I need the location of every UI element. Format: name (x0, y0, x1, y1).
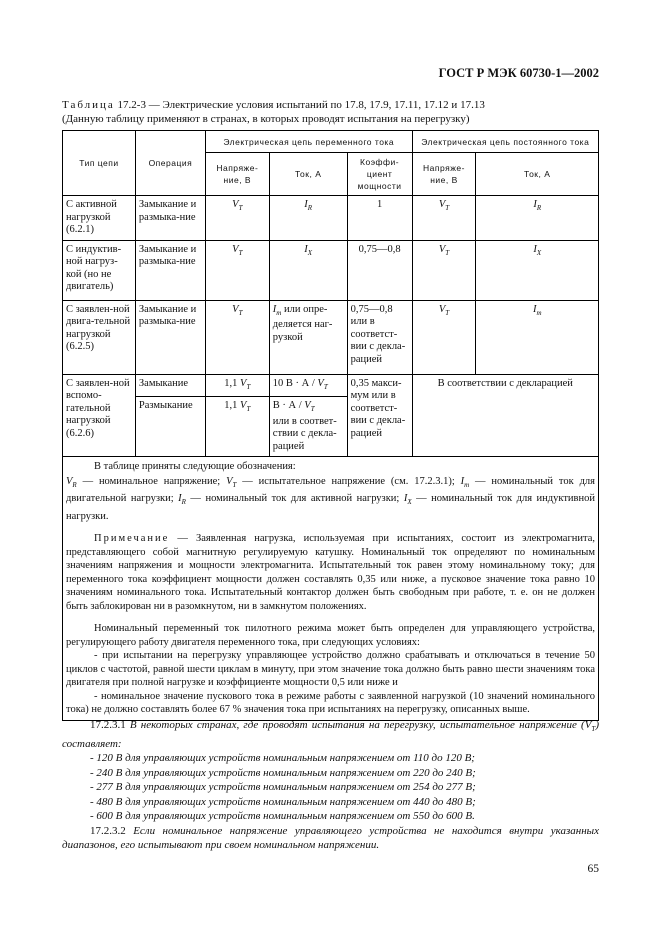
clause-17-2-3-1: 17.2.3.1 В некоторых странах, где проводят испытания на перегрузку, испытательное напряжение $(V_T)$ составляет: (62, 719, 599, 750)
cell-ac-voltage: 1,1 $V_T$ (205, 374, 269, 397)
list-item: - 600 В для управляющих устройств номинальным напряжением от 550 до 600 В. (90, 810, 475, 823)
cell-type: С активной нагрузкой (6.2.1) (63, 196, 136, 241)
cell-ac-current: $I_R$ (269, 196, 347, 241)
notes-pilot-duty: Номинальный переменный ток пилотного режима может быть определен для управляющего устройства, регулирующего работу двигателя переменного тока, при следующих условиях: (66, 623, 595, 648)
page-number: 65 (587, 863, 599, 875)
table-row (63, 240, 599, 300)
cell-dc-declaration: В соответствии с декларацией (412, 374, 598, 457)
cell-ac-pf: 0,75—0,8 (347, 240, 412, 300)
cell-ac-pf: 0,75—0,8 или в соответст-вии с декла-рацией (347, 300, 412, 374)
list-item: - 480 В для управляющих устройств номинальным напряжением от 440 до 480 В; (90, 795, 476, 808)
cell-type: С заявлен-ной вспомо-гательной нагрузкой (6.2.6) (63, 374, 136, 457)
cell-ac-voltage: $V_T$ (205, 196, 269, 241)
header-dc-voltage: Напряже-ние, В (412, 153, 476, 196)
cell-dc-current: $I_X$ (476, 240, 599, 300)
table-row (63, 196, 599, 241)
cell-operation: Замыкание и размыка-ние (135, 300, 205, 374)
table-row (63, 300, 599, 374)
cell-operation: Замыкание и размыка-ние (135, 240, 205, 300)
table-notes (63, 457, 599, 721)
table-subtitle: (Данную таблицу применяют в странах, в которых проводят испытания на перегрузку) (62, 113, 470, 125)
notes-remark: Примечание — Заявленная нагрузка, используемая при испытаниях, состоит из электромагнита, представляющего собой магнитную регулируемую катушку. Номинальный ток определяют по номинальным значениям напряжения и мощности электромагнита. Испытательный ток равен этому номинальному току; для переменного тока коэффициент мощности должен составлять 0,35 или ниже, а пусковое значение тока равно 10 значениям номинального тока. Испытательный контактор должен быть свободным при работе, т. е. он не должен быть заблокирован ни в разомкнутом, ни в замкнутом положениях. (66, 533, 595, 612)
cell-ac-current: $В \cdot А / V_T$ или в соответ-ствии с декла-рацией (269, 397, 347, 457)
cell-ac-voltage: 1,1 $V_T$ (205, 397, 269, 457)
cell-dc-current: $I_R$ (476, 196, 599, 241)
table-label: Таблица (62, 99, 115, 111)
cell-dc-current: $I_m$ (476, 300, 599, 374)
cell-ac-voltage: $V_T$ (205, 300, 269, 374)
cell-dc-voltage: $V_T$ (412, 240, 476, 300)
test-conditions-table (62, 130, 599, 721)
cell-dc-voltage: $V_T$ (412, 300, 476, 374)
table-caption (62, 98, 602, 126)
header-dc-group: Электрическая цепь постоянного тока (412, 131, 598, 153)
body-text (62, 718, 599, 853)
header-circuit-type: Тип цепи (63, 131, 136, 196)
table-title: 17.2-3 — Электрические условия испытаний по 17.8, 17.9, 17.11, 17.12 и 17.13 (117, 99, 485, 111)
notes-legend-intro: В таблице приняты следующие обозначения: (94, 461, 296, 473)
header-operation: Операция (135, 131, 205, 196)
table-row (63, 374, 599, 397)
cell-ac-current: $I_m$ или опре-деляется наг-рузкой (269, 300, 347, 374)
list-item: - 240 В для управляющих устройств номинальным напряжением от 220 до 240 В; (90, 766, 476, 779)
header-ac-current: Ток, А (269, 153, 347, 196)
cell-dc-voltage: $V_T$ (412, 196, 476, 241)
page-header: ГОСТ Р МЭК 60730-1—2002 (438, 66, 599, 80)
cell-type: С заявлен-ной двига-тельной нагрузкой (6.2.5) (63, 300, 136, 374)
clause-17-2-3-2: 17.2.3.2 Если номинальное напряжение управляющего устройства не находится внутри указанных диапазонов, его испытывают при своем номинальном напряжении. (62, 824, 599, 852)
notes-legend: $V_R$ — номинальное напряжение; $V_T$ — испытательное напряжение (см. 17.2.3.1); $I_m$ — номинальный ток для двигательной нагрузки; $I_R$ — номинальный ток для активной нагрузки; $I_X$ — номинальный ток для индуктивной нагрузки. (66, 475, 595, 522)
cell-type: С индуктив-ной нагруз-кой (но не двигатель) (63, 240, 136, 300)
cell-operation: Замыкание и размыка-ние (135, 196, 205, 241)
cell-ac-current: 10 $В \cdot А / V_T$ (269, 374, 347, 397)
cell-ac-voltage: $V_T$ (205, 240, 269, 300)
list-item: - 277 В для управляющих устройств номинальным напряжением от 254 до 277 В; (90, 781, 476, 794)
list-item: - 120 В для управляющих устройств номинальным напряжением от 110 до 120 В; (90, 752, 475, 765)
cell-ac-pf: 0,35 макси-мум или в соответст-вии с декла-рацией (347, 374, 412, 457)
header-dc-current: Ток, А (476, 153, 599, 196)
header-ac-voltage: Напряже-ние, В (205, 153, 269, 196)
header-ac-group: Электрическая цепь переменного тока (205, 131, 412, 153)
cell-ac-pf: 1 (347, 196, 412, 241)
cell-operation-open: Размыкание (135, 397, 205, 457)
header-ac-power-factor: Коэффи-циент мощности (347, 153, 412, 196)
cell-ac-current: $I_X$ (269, 240, 347, 300)
notes-item-overload: - при испытании на перегрузку управляющее устройство должно срабатывать и отключаться в течение 50 циклов с частотой, равной шести циклам в минуту, при этом значение тока должно быть равно шести значениям тока двигателя при полной нагрузке и коэффициенте мощности 0,5 или ниже и (66, 650, 595, 689)
cell-operation-close: Замыкание (135, 374, 205, 397)
notes-item-starting-current: - номинальное значение пускового тока в режиме работы с заявленной нагрузкой (10 значений номинального тока) не должно составлять более 67 % значения тока при испытаниях на перегрузку, описанных выше. (66, 690, 595, 716)
